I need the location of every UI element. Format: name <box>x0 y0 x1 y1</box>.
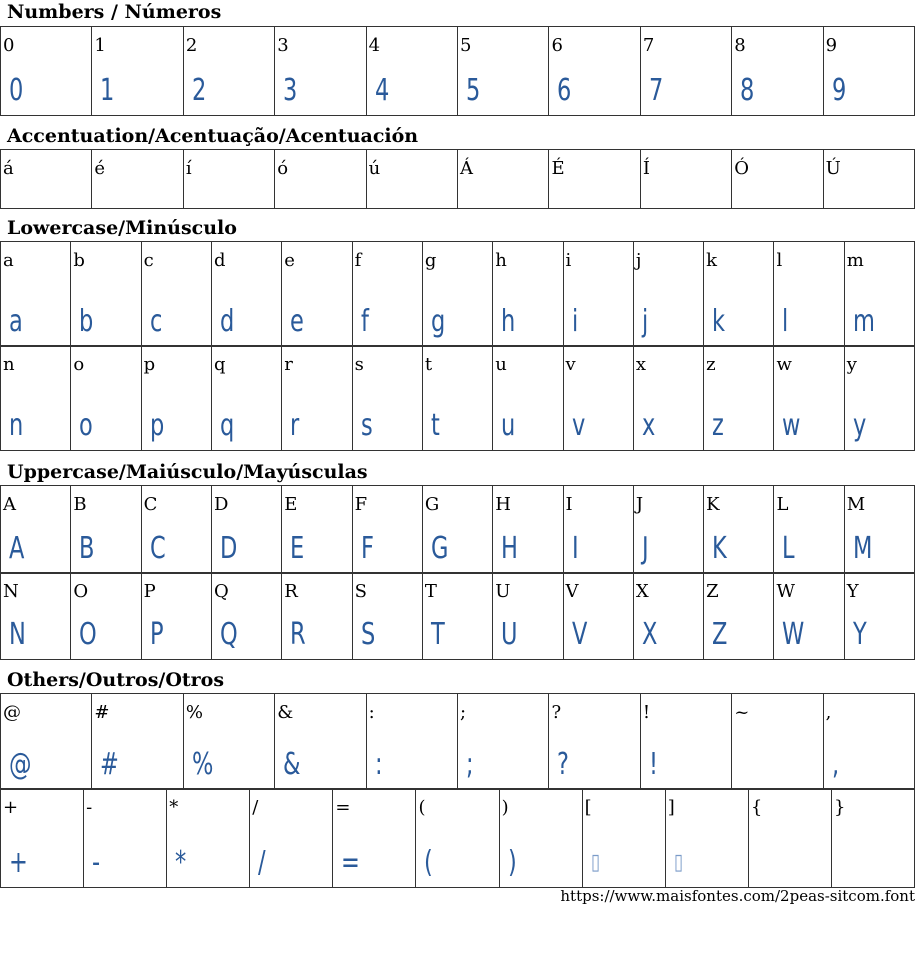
glyph-cell <box>564 573 634 659</box>
glyph-label: Í <box>642 158 650 179</box>
glyph-label: c <box>143 250 154 271</box>
glyph-label: a <box>3 250 14 271</box>
glyph-label: ! <box>642 702 651 723</box>
glyph-cell <box>634 573 704 659</box>
glyph-label: L <box>776 494 789 515</box>
glyph-cell <box>142 486 212 573</box>
glyph-sample: v <box>571 408 585 443</box>
glyph-cell <box>367 694 458 789</box>
glyph-cell <box>549 27 640 115</box>
glyph-label: A <box>3 494 16 515</box>
glyph-sample: R <box>290 617 306 652</box>
glyph-cell <box>282 486 352 573</box>
glyph-row <box>0 149 915 209</box>
glyph-sample: M <box>852 531 873 566</box>
glyph-sample: * <box>175 845 187 880</box>
glyph-cell <box>493 346 563 450</box>
glyph-label: N <box>3 581 19 602</box>
glyph-cell <box>845 242 915 346</box>
glyph-label: Y <box>846 581 859 602</box>
section-title: Uppercase/Maiúsculo/Mayúsculas <box>7 461 368 483</box>
glyph-cell <box>704 242 774 346</box>
glyph-label: V <box>565 581 579 602</box>
glyph-label: i <box>565 250 572 271</box>
glyph-label: G <box>424 494 440 515</box>
glyph-label: m <box>846 250 864 271</box>
glyph-sample: t <box>430 408 440 443</box>
glyph-cell <box>564 346 634 450</box>
source-url[interactable]: https://www.maisfontes.com/2peas-sitcom.font <box>560 887 915 905</box>
glyph-label: ? <box>551 702 562 723</box>
glyph-cell <box>1 789 84 887</box>
glyph-cell <box>212 486 282 573</box>
glyph-cell <box>774 242 844 346</box>
glyph-cell <box>92 150 183 208</box>
glyph-label: k <box>706 250 718 271</box>
glyph-cell <box>774 346 844 450</box>
glyph-cell <box>500 789 583 887</box>
glyph-cell <box>564 486 634 573</box>
glyph-cell <box>84 789 167 887</box>
glyph-label: e <box>284 250 295 271</box>
glyph-sample: x <box>641 408 656 443</box>
glyph-cell <box>824 694 915 789</box>
glyph-label: @ <box>3 702 21 723</box>
glyph-cell <box>353 573 423 659</box>
glyph-sample: O <box>79 617 98 652</box>
glyph-label: / <box>252 797 259 818</box>
glyph-cell <box>774 486 844 573</box>
glyph-sample: I <box>571 531 579 566</box>
glyph-sample: e <box>290 304 305 339</box>
glyph-sample: y <box>852 408 867 443</box>
glyph-label: 4 <box>368 35 381 56</box>
glyph-label: d <box>213 250 226 271</box>
glyph-label: Ú <box>825 158 841 179</box>
section-title: Accentuation/Acentuação/Acentuación <box>7 125 419 147</box>
glyph-cell <box>71 242 141 346</box>
glyph-cell <box>423 346 493 450</box>
glyph-label: h <box>495 250 507 271</box>
glyph-sample: b <box>79 304 94 339</box>
glyph-cell <box>704 346 774 450</box>
glyph-cell <box>250 789 333 887</box>
glyph-sample: ) <box>507 845 517 880</box>
glyph-sample: U <box>501 617 518 652</box>
glyph-label: [ <box>584 797 592 818</box>
glyph-sample: A <box>9 531 25 566</box>
glyph-label: n <box>3 354 15 375</box>
glyph-label: X <box>635 581 649 602</box>
glyph-sample: ▯ <box>590 850 600 875</box>
glyph-cell <box>92 694 183 789</box>
glyph-cell <box>71 573 141 659</box>
glyph-sample: ( <box>424 845 434 880</box>
glyph-label: x <box>635 354 646 375</box>
glyph-sample: K <box>712 531 727 566</box>
glyph-row <box>0 485 915 574</box>
glyph-cell <box>845 573 915 659</box>
glyph-sample: Y <box>852 617 867 652</box>
glyph-cell <box>167 789 250 887</box>
glyph-cell <box>142 573 212 659</box>
glyph-sample: r <box>290 408 300 443</box>
glyph-cell <box>458 150 549 208</box>
glyph-cell <box>142 242 212 346</box>
glyph-sample: g <box>430 304 446 339</box>
glyph-label: ~ <box>734 702 750 723</box>
glyph-sample: l <box>782 304 789 339</box>
glyph-label: 8 <box>734 35 746 56</box>
glyph-sample: ▯ <box>673 850 683 875</box>
glyph-sample: j <box>641 304 649 339</box>
glyph-cell <box>1 486 71 573</box>
glyph-sample: D <box>219 531 238 566</box>
glyph-label: O <box>73 581 89 602</box>
glyph-sample: ! <box>648 747 658 782</box>
glyph-label: , <box>825 702 832 723</box>
glyph-sample: 3 <box>283 73 298 108</box>
glyph-label: f <box>354 250 362 271</box>
glyph-cell <box>634 486 704 573</box>
glyph-sample: C <box>149 531 166 566</box>
glyph-label: É <box>551 158 565 179</box>
glyph-sample: E <box>290 531 305 566</box>
glyph-label: p <box>143 354 156 375</box>
glyph-cell <box>641 694 732 789</box>
glyph-sample: w <box>782 408 801 443</box>
glyph-cell <box>416 789 499 887</box>
glyph-row <box>0 26 915 116</box>
glyph-label: B <box>73 494 87 515</box>
glyph-cell <box>212 242 282 346</box>
glyph-sample: 1 <box>100 73 115 108</box>
glyph-sample: ; <box>466 747 474 782</box>
glyph-cell <box>564 242 634 346</box>
glyph-cell <box>92 27 183 115</box>
glyph-sample: & <box>283 747 301 782</box>
glyph-sample: 0 <box>9 73 24 108</box>
glyph-cell <box>774 573 844 659</box>
glyph-cell <box>71 346 141 450</box>
glyph-sample: q <box>219 408 235 443</box>
glyph-label: C <box>143 494 158 515</box>
glyph-sample: o <box>79 408 94 443</box>
glyph-sample: 9 <box>831 73 846 108</box>
glyph-cell <box>845 346 915 450</box>
glyph-sample: 4 <box>374 73 389 108</box>
glyph-label: % <box>185 702 203 723</box>
glyph-label: y <box>846 354 857 375</box>
glyph-sample: i <box>571 304 578 339</box>
glyph-cell <box>845 486 915 573</box>
glyph-cell <box>1 150 92 208</box>
glyph-cell <box>749 789 832 887</box>
glyph-label: ] <box>667 797 675 818</box>
glyph-label: l <box>776 250 783 271</box>
glyph-label: s <box>354 354 364 375</box>
glyph-label: 0 <box>3 35 15 56</box>
glyph-label: 7 <box>642 35 655 56</box>
glyph-sample: 2 <box>191 73 207 108</box>
glyph-row <box>0 241 915 347</box>
glyph-sample: B <box>79 531 95 566</box>
section-title: Numbers / Números <box>7 1 222 23</box>
glyph-label: U <box>495 581 511 602</box>
glyph-sample: , <box>831 747 839 782</box>
glyph-label: u <box>495 354 507 375</box>
glyph-label: : <box>368 702 375 723</box>
glyph-label: o <box>73 354 85 375</box>
glyph-cell <box>493 242 563 346</box>
glyph-cell <box>282 242 352 346</box>
glyph-sample: n <box>9 408 24 443</box>
glyph-label: ó <box>277 158 289 179</box>
glyph-cell <box>353 346 423 450</box>
glyph-label: Á <box>460 158 474 179</box>
glyph-sample: s <box>360 408 373 443</box>
glyph-cell <box>824 27 915 115</box>
glyph-sample: / <box>258 845 266 880</box>
glyph-label: D <box>213 494 229 515</box>
glyph-cell <box>458 694 549 789</box>
glyph-sample: L <box>782 531 795 566</box>
glyph-sample: 8 <box>740 73 755 108</box>
glyph-cell <box>275 27 366 115</box>
glyph-sample: : <box>374 747 383 782</box>
glyph-sample: a <box>9 304 23 339</box>
glyph-cell <box>634 346 704 450</box>
glyph-sample: + <box>9 845 28 880</box>
glyph-label: 1 <box>94 35 106 56</box>
glyph-sample: S <box>360 617 375 652</box>
glyph-cell <box>824 150 915 208</box>
glyph-cell <box>732 150 823 208</box>
glyph-label: á <box>3 158 14 179</box>
glyph-cell <box>1 242 71 346</box>
glyph-label: F <box>354 494 368 515</box>
glyph-cell <box>641 27 732 115</box>
glyph-cell <box>704 486 774 573</box>
glyph-sample: p <box>149 408 164 443</box>
glyph-cell <box>71 486 141 573</box>
glyph-cell <box>493 573 563 659</box>
glyph-cell <box>184 27 275 115</box>
glyph-label: { <box>750 797 763 818</box>
glyph-label: Z <box>706 581 719 602</box>
glyph-sample: z <box>712 408 724 443</box>
glyph-label: } <box>833 797 846 818</box>
glyph-sample: # <box>100 747 120 782</box>
glyph-sample: G <box>430 531 449 566</box>
glyph-label: g <box>424 250 437 271</box>
glyph-cell <box>549 150 640 208</box>
section-title: Others/Outros/Otros <box>7 669 225 691</box>
glyph-cell <box>666 789 749 887</box>
glyph-label: 5 <box>460 35 472 56</box>
glyph-cell <box>583 789 666 887</box>
glyph-label: w <box>776 354 792 375</box>
glyph-cell <box>832 789 915 887</box>
glyph-label: í <box>185 158 192 179</box>
glyph-label: W <box>776 581 795 602</box>
glyph-cell <box>1 573 71 659</box>
glyph-cell <box>333 789 416 887</box>
glyph-row <box>0 345 915 451</box>
glyph-label: ( <box>418 797 426 818</box>
glyph-label: b <box>73 250 85 271</box>
glyph-cell <box>353 242 423 346</box>
glyph-label: - <box>86 797 93 818</box>
glyph-cell <box>142 346 212 450</box>
glyph-cell <box>493 486 563 573</box>
glyph-label: ) <box>501 797 509 818</box>
glyph-sample: W <box>782 617 805 652</box>
glyph-row <box>0 788 915 888</box>
glyph-sample: u <box>501 408 516 443</box>
glyph-cell <box>423 573 493 659</box>
glyph-row <box>0 693 915 790</box>
glyph-sample: = <box>341 845 361 880</box>
glyph-sample: V <box>571 617 587 652</box>
glyph-cell <box>704 573 774 659</box>
glyph-label: Ó <box>734 158 750 179</box>
glyph-cell <box>423 486 493 573</box>
glyph-label: Q <box>213 581 229 602</box>
glyph-sample: J <box>641 531 649 566</box>
glyph-cell <box>184 150 275 208</box>
glyph-label: S <box>354 581 367 602</box>
glyph-label: J <box>635 494 644 515</box>
glyph-sample: H <box>501 531 519 566</box>
glyph-cell <box>282 346 352 450</box>
glyph-label: 3 <box>277 35 289 56</box>
glyph-sample: N <box>9 617 26 652</box>
section-title: Lowercase/Minúsculo <box>7 217 237 239</box>
glyph-sample: ? <box>557 747 570 782</box>
glyph-sample: k <box>712 304 726 339</box>
glyph-label: * <box>169 797 179 818</box>
glyph-cell <box>275 694 366 789</box>
glyph-row <box>0 572 915 660</box>
glyph-cell <box>275 150 366 208</box>
glyph-sample: Z <box>712 617 728 652</box>
glyph-label: é <box>94 158 106 179</box>
glyph-label: ; <box>460 702 467 723</box>
glyph-label: T <box>424 581 437 602</box>
glyph-sample: X <box>641 617 658 652</box>
glyph-label: & <box>277 702 294 723</box>
glyph-sample: 7 <box>648 73 664 108</box>
glyph-label: H <box>495 494 511 515</box>
glyph-sample: @ <box>9 747 32 782</box>
glyph-label: R <box>284 581 298 602</box>
glyph-label: 9 <box>825 35 838 56</box>
glyph-cell <box>458 27 549 115</box>
glyph-cell <box>184 694 275 789</box>
glyph-sample: F <box>360 531 374 566</box>
glyph-cell <box>1 694 92 789</box>
glyph-label: ú <box>368 158 381 179</box>
glyph-label: q <box>213 354 226 375</box>
glyph-sample: % <box>191 747 214 782</box>
glyph-label: 2 <box>185 35 198 56</box>
glyph-sample: m <box>852 304 875 339</box>
glyph-sample: P <box>149 617 164 652</box>
glyph-label: 6 <box>551 35 563 56</box>
glyph-label: # <box>94 702 110 723</box>
glyph-label: + <box>3 797 19 818</box>
glyph-cell <box>423 242 493 346</box>
glyph-sample: f <box>360 304 369 339</box>
glyph-label: E <box>284 494 298 515</box>
glyph-cell <box>367 150 458 208</box>
glyph-label: K <box>706 494 720 515</box>
glyph-sample: T <box>430 617 445 652</box>
glyph-cell <box>1 346 71 450</box>
glyph-cell <box>367 27 458 115</box>
glyph-label: v <box>565 354 576 375</box>
glyph-label: P <box>143 581 156 602</box>
glyph-label: t <box>424 354 433 375</box>
glyph-cell <box>549 694 640 789</box>
glyph-sample: 6 <box>557 73 572 108</box>
glyph-label: j <box>635 250 642 271</box>
glyph-cell <box>353 486 423 573</box>
glyph-sample: h <box>501 304 516 339</box>
glyph-cell <box>634 242 704 346</box>
glyph-sample: 5 <box>466 73 481 108</box>
glyph-cell <box>732 27 823 115</box>
glyph-sample: Q <box>219 617 238 652</box>
glyph-cell <box>282 573 352 659</box>
glyph-sample: c <box>149 304 162 339</box>
glyph-sample: - <box>92 845 101 880</box>
glyph-label: I <box>565 494 573 515</box>
glyph-cell <box>212 573 282 659</box>
glyph-cell <box>732 694 823 789</box>
glyph-label: = <box>335 797 351 818</box>
glyph-label: M <box>846 494 866 515</box>
glyph-cell <box>1 27 92 115</box>
glyph-cell <box>212 346 282 450</box>
glyph-label: r <box>284 354 293 375</box>
glyph-label: z <box>706 354 716 375</box>
glyph-cell <box>641 150 732 208</box>
glyph-sample: d <box>219 304 235 339</box>
